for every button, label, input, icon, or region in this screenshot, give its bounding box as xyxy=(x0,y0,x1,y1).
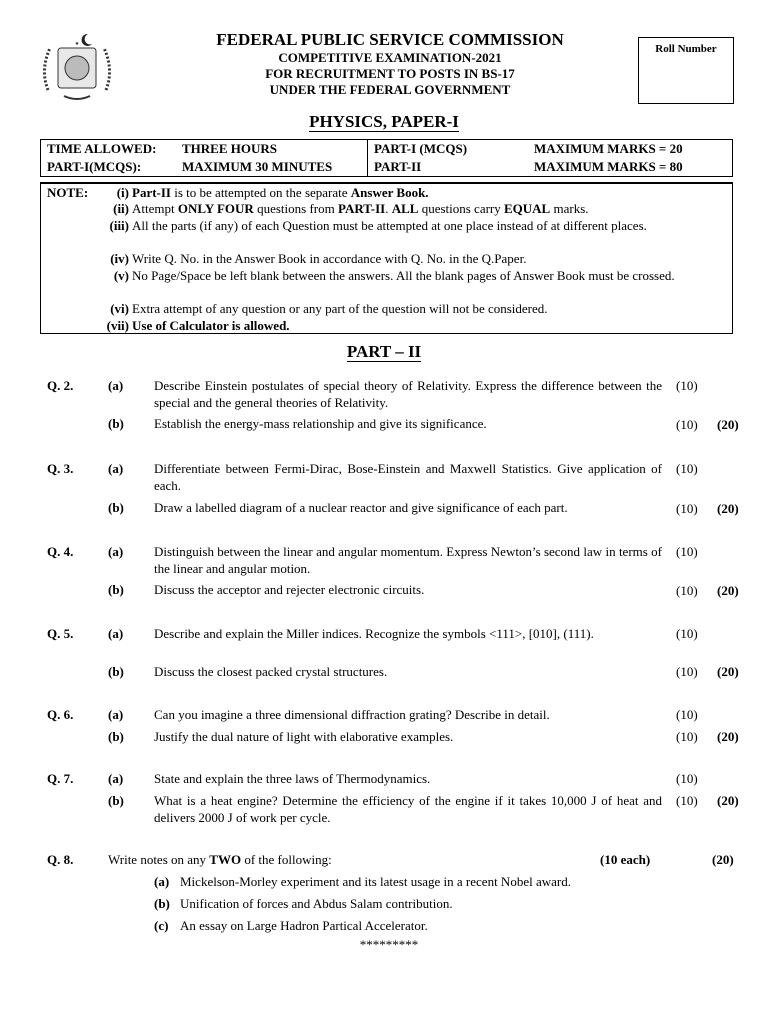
part1-marks: MAXIMUM MARKS = 20 xyxy=(534,141,683,156)
government-line: UNDER THE FEDERAL GOVERNMENT xyxy=(269,82,511,97)
q8-instruction: Write notes on any TWO of the following: xyxy=(108,852,332,867)
part2-label: PART-II xyxy=(374,159,422,174)
time-allowed-value: THREE HOURS xyxy=(182,141,277,156)
q8-total: (20) xyxy=(712,852,734,867)
fpsc-emblem-logo xyxy=(38,30,116,104)
part-ii-heading: PART – II xyxy=(346,342,422,361)
recruitment-line: FOR RECRUITMENT TO POSTS IN BS-17 xyxy=(265,66,515,81)
part2-marks: MAXIMUM MARKS = 80 xyxy=(534,159,683,174)
part1-label: PART-I (MCQS) xyxy=(374,141,468,156)
end-marker: ********* xyxy=(359,937,419,952)
exam-name: COMPETITIVE EXAMINATION-2021 xyxy=(278,50,502,65)
notes-box: NOTE: (i) Part-II is to be attempted on the separate Answer Book. (ii) Attempt ONLY FOUR questions from PART-II. ALL questions carry EQUAL marks. (iii) All the parts (if any) of each Question must be attempted at one place instead of at different places. (iv) Write Q. No. in the Answer Book in accordance with Q. No. in the Q.Paper. (v) No Page/Space be left blank between the answers. All the blank pages of Answer Book must be crossed. (vi) Extra attempt of any question or any part of the question will not be considered. (vii) Use of Calculator is allowed. xyxy=(40,182,733,334)
q8-each-marks: (10 each) xyxy=(600,852,651,867)
svg-text:★: ★ xyxy=(74,42,80,47)
roll-number-label: Roll Number xyxy=(655,43,717,55)
paper-title: PHYSICS, PAPER-I xyxy=(309,112,459,131)
info-table xyxy=(40,139,733,177)
mcq-label: PART-I(MCQS): xyxy=(47,159,142,174)
note-label: NOTE: xyxy=(47,185,89,200)
org-name: FEDERAL PUBLIC SERVICE COMMISSION xyxy=(216,30,564,49)
mcq-time-value: MAXIMUM 30 MINUTES xyxy=(182,159,333,174)
header-titles xyxy=(170,30,610,98)
roll-number-box[interactable] xyxy=(638,37,734,104)
time-allowed-label: TIME ALLOWED: xyxy=(47,141,157,156)
